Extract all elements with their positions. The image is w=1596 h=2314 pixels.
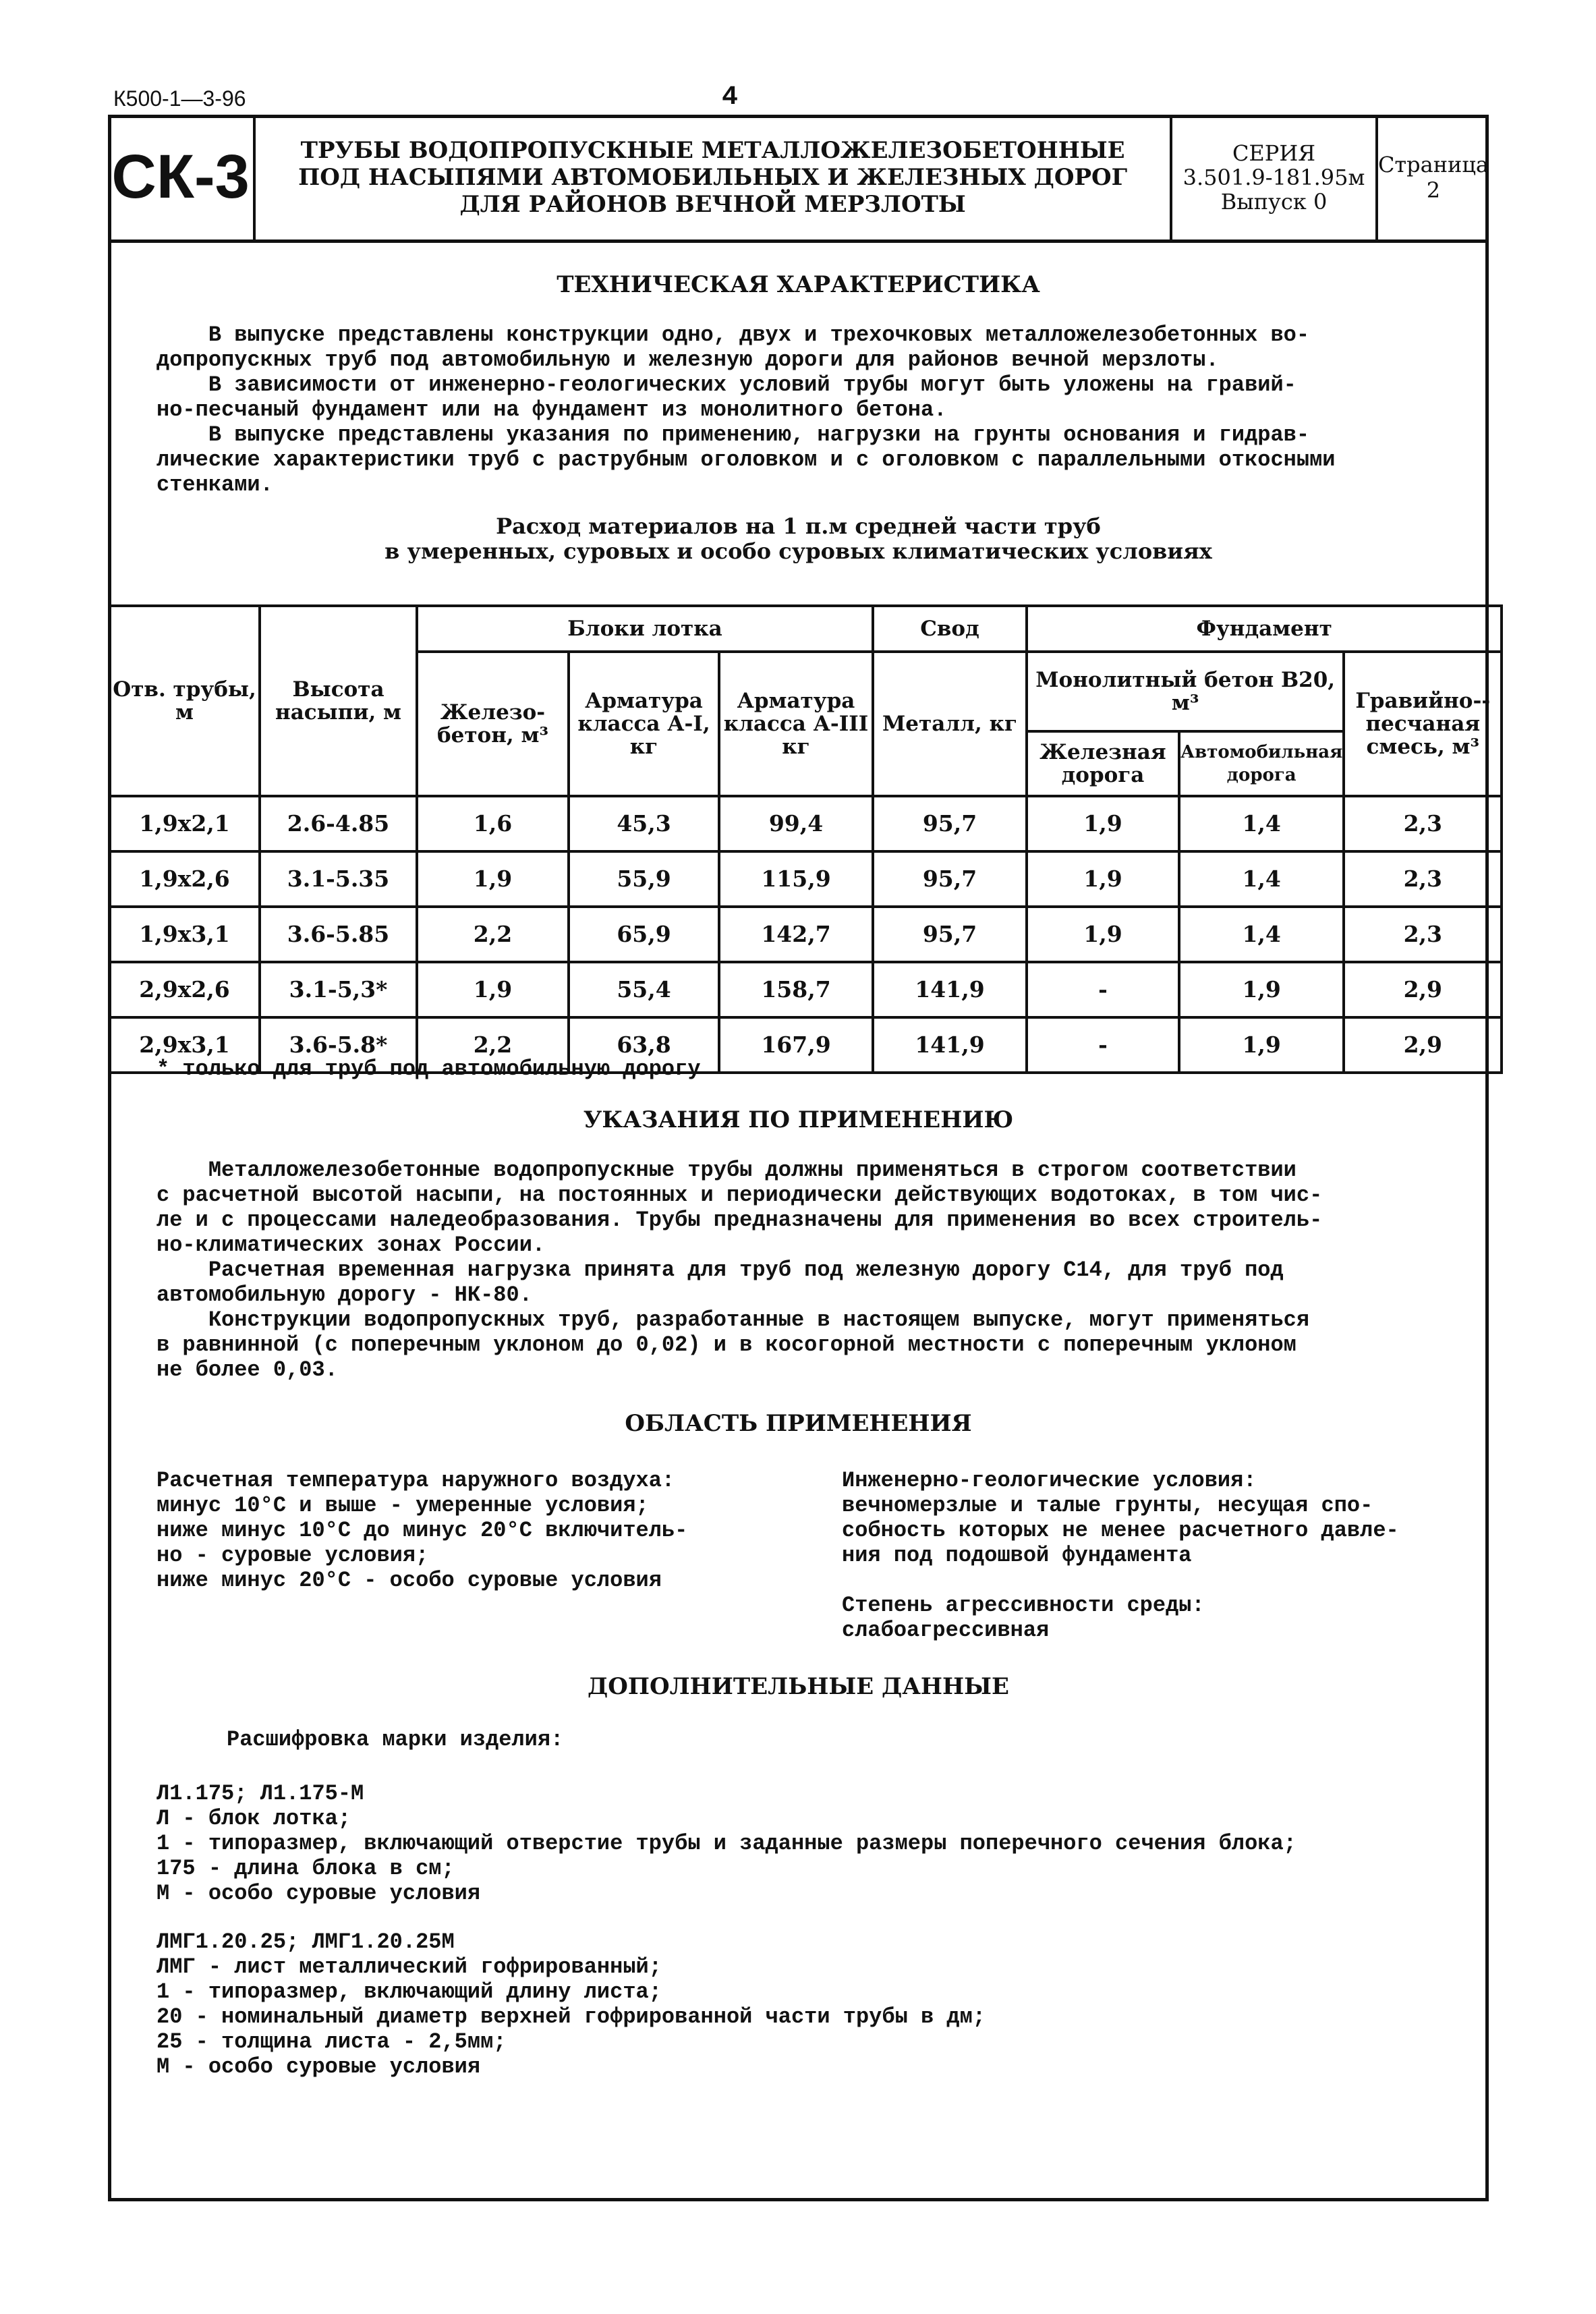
table-cell: 99,4	[719, 796, 873, 851]
table-cell: 1,9	[1179, 962, 1344, 1017]
table-cell: 1,9x3,1	[109, 907, 260, 962]
col-mono: Монолитный бетон В20, м³	[1027, 652, 1344, 731]
col-otv: Отв. трубы, м	[109, 606, 260, 796]
table-footnote: * только для труб под автомобильную дорогу	[156, 1056, 701, 1081]
col-height: Высота насыпи, м	[260, 606, 417, 796]
title-line: ТРУБЫ ВОДОПРОПУСКНЫЕ МЕТАЛЛОЖЕЛЕЗОБЕТОННЫЕ	[300, 136, 1125, 164]
table-cell: 1,9	[1027, 907, 1179, 962]
materials-table	[108, 604, 1503, 1074]
title-line: ДЛЯ РАЙОНОВ ВЕЧНОЙ МЕРЗЛОТЫ	[459, 190, 966, 218]
table-cell: 2,2	[417, 1017, 569, 1073]
table-cell: 2,2	[417, 907, 569, 962]
table-cell: 158,7	[719, 962, 873, 1017]
table-row	[109, 851, 1502, 907]
col-zhd: Железная дорога	[1027, 731, 1179, 796]
table-cell: 95,7	[873, 851, 1027, 907]
table-cell: 1,4	[1179, 851, 1344, 907]
extra-block-1: Л1.175; Л1.175-М Л - блок лотка; 1 - типоразмер, включающий отверстие трубы и заданные размеры поперечного сечения блока; 175 - длина блока в см; М - особо суровые условия	[156, 1781, 1296, 1906]
table-cell: 2,3	[1344, 851, 1502, 907]
scope-left: Расчетная температура наружного воздуха: минус 10°С и выше - умеренные условия; ниже минус 10°С до минус 20°С включитель- но - суровые условия; ниже минус 20°С - особо суровые условия	[156, 1468, 688, 1593]
table-cell: 141,9	[873, 962, 1027, 1017]
table-cell: 2,9	[1344, 962, 1502, 1017]
extra-heading: ДОПОЛНИТЕЛЬНЫЕ ДАННЫЕ	[588, 1673, 1009, 1700]
issue: Выпуск 0	[1220, 188, 1328, 215]
page-number: 4	[722, 82, 739, 113]
tech-heading: ТЕХНИЧЕСКАЯ ХАРАКТЕРИСТИКА	[557, 271, 1040, 298]
table-cell: 3.1-5,3*	[260, 962, 417, 1017]
document-mark: СК-3	[108, 115, 256, 239]
table-row	[109, 796, 1502, 851]
table-cell: 3.1-5.35	[260, 851, 417, 907]
table-cell: 1,4	[1179, 907, 1344, 962]
group-bloki: Блоки лотка	[417, 606, 873, 652]
scope-right: Инженерно-геологические условия: вечномерзлые и талые грунты, несущая спо- собность которых не менее расчетного давле- ния под подошвой фундамента Степень агрессивности среды: слабоагрессивная	[842, 1468, 1399, 1643]
table-cell: 2,9	[1344, 1017, 1502, 1073]
table-cell: 2,3	[1344, 796, 1502, 851]
table-cell: 142,7	[719, 907, 873, 962]
series-number: 3.501.9-181.95м	[1182, 164, 1365, 190]
table-cell: 1,4	[1179, 796, 1344, 851]
table-cell: 95,7	[873, 796, 1027, 851]
table-cell: 1,9x2,1	[109, 796, 260, 851]
table-cell: 167,9	[719, 1017, 873, 1073]
col-zhb: Железо-бетон, м³	[417, 652, 569, 796]
table-cell: 1,9	[417, 962, 569, 1017]
table-cell: 55,4	[569, 962, 719, 1017]
usage-heading: УКАЗАНИЯ ПО ПРИМЕНЕНИЮ	[583, 1106, 1014, 1133]
document-code: К500-1—3-96	[113, 86, 246, 111]
table-cell: 45,3	[569, 796, 719, 851]
sheet-page: Страница 2	[1377, 151, 1489, 203]
table-cell: 1,9	[1027, 851, 1179, 907]
table-cell: 2,9x2,6	[109, 962, 260, 1017]
table-cell: 65,9	[569, 907, 719, 962]
table-cell: 3.6-5.85	[260, 907, 417, 962]
extra-intro: Расшифровка марки изделия:	[227, 1727, 564, 1752]
table-cell: 2,3	[1344, 907, 1502, 962]
extra-block-2: ЛМГ1.20.25; ЛМГ1.20.25М ЛМГ - лист металлический гофрированный; 1 - типоразмер, включающий длину листа; 20 - номинальный диаметр верхней гофрированной части трубы в дм; 25 - толщина листа - 2,5мм; М - особо суровые условия	[156, 1929, 986, 2079]
title-block	[108, 115, 1489, 243]
group-svod: Свод	[873, 606, 1027, 652]
table-cell: 141,9	[873, 1017, 1027, 1073]
table-cell: 2,9x3,1	[109, 1017, 260, 1073]
table-cell: 2.6-4.85	[260, 796, 417, 851]
table-row	[109, 962, 1502, 1017]
table-cell: -	[1027, 962, 1179, 1017]
scope-heading: ОБЛАСТЬ ПРИМЕНЕНИЯ	[625, 1410, 972, 1437]
table-cell: 1,9	[417, 851, 569, 907]
table-cell: 1,6	[417, 796, 569, 851]
table-cell: -	[1027, 1017, 1179, 1073]
table-cell: 1,9	[1027, 796, 1179, 851]
table-caption	[108, 514, 1489, 564]
table-cell: 115,9	[719, 851, 873, 907]
table-cell: 3.6-5.8*	[260, 1017, 417, 1073]
table-cell: 63,8	[569, 1017, 719, 1073]
tech-text: В выпуске представлены конструкции одно, двух и трехочковых металложелезобетонных во- допропускных труб под автомобильную и железную дороги для районов вечной мерзлоты. В зависимости от инженерно-геологических условий трубы могут быть уложены на гравий- но-песчаный фундамент или на фундамент из монолитного бетона. В выпуске представлены указания по применению, нагрузки на грунты основания и гидрав- лические характеристики труб с раструбным оголовком и с оголовком с параллельными откосными стенками.	[156, 322, 1336, 497]
col-avto: Автомобильная дорога	[1179, 731, 1344, 796]
table-cell: 95,7	[873, 907, 1027, 962]
title-line: ПОД НАСЫПЯМИ АВТОМОБИЛЬНЫХ И ЖЕЛЕЗНЫХ ДОРОГ	[298, 163, 1128, 191]
table-row	[109, 907, 1502, 962]
caption-line: Расход материалов на 1 п.м средней части труб	[496, 513, 1101, 539]
group-fund: Фундамент	[1027, 606, 1502, 652]
series-label: СЕРИЯ	[1232, 140, 1316, 166]
col-metall: Металл, кг	[873, 652, 1027, 796]
document-title	[256, 115, 1172, 239]
col-a3: Арматура класса А-III кг	[719, 652, 873, 796]
col-a1: Арматура класса А-I, кг	[569, 652, 719, 796]
usage-text: Металложелезобетонные водопропускные трубы должны применяться в строгом соответствии с расчетной высотой насыпи, на постоянных и периодически действующих водотоках, в том чис- ле и с процессами наледеобразования. Трубы предназначены для применения во всех строитель- но-климатических зонах России. Расчетная временная нагрузка принята для труб под железную дорогу С14, для труб под автомобильную дорогу - НК-80. Конструкции водопропускных труб, разработанные в настоящем выпуске, могут применяться в равнинной (с поперечным уклоном до 0,02) и в косогорной местности с поперечным уклоном не более 0,03.	[156, 1158, 1323, 1382]
col-grav: Гравийно--песчаная смесь, м³	[1344, 652, 1502, 796]
table-cell: 1,9	[1179, 1017, 1344, 1073]
series-cell	[1172, 115, 1378, 239]
caption-line: в умеренных, суровых и особо суровых климатических условиях	[384, 538, 1212, 564]
table-cell: 55,9	[569, 851, 719, 907]
table-cell: 1,9x2,6	[109, 851, 260, 907]
